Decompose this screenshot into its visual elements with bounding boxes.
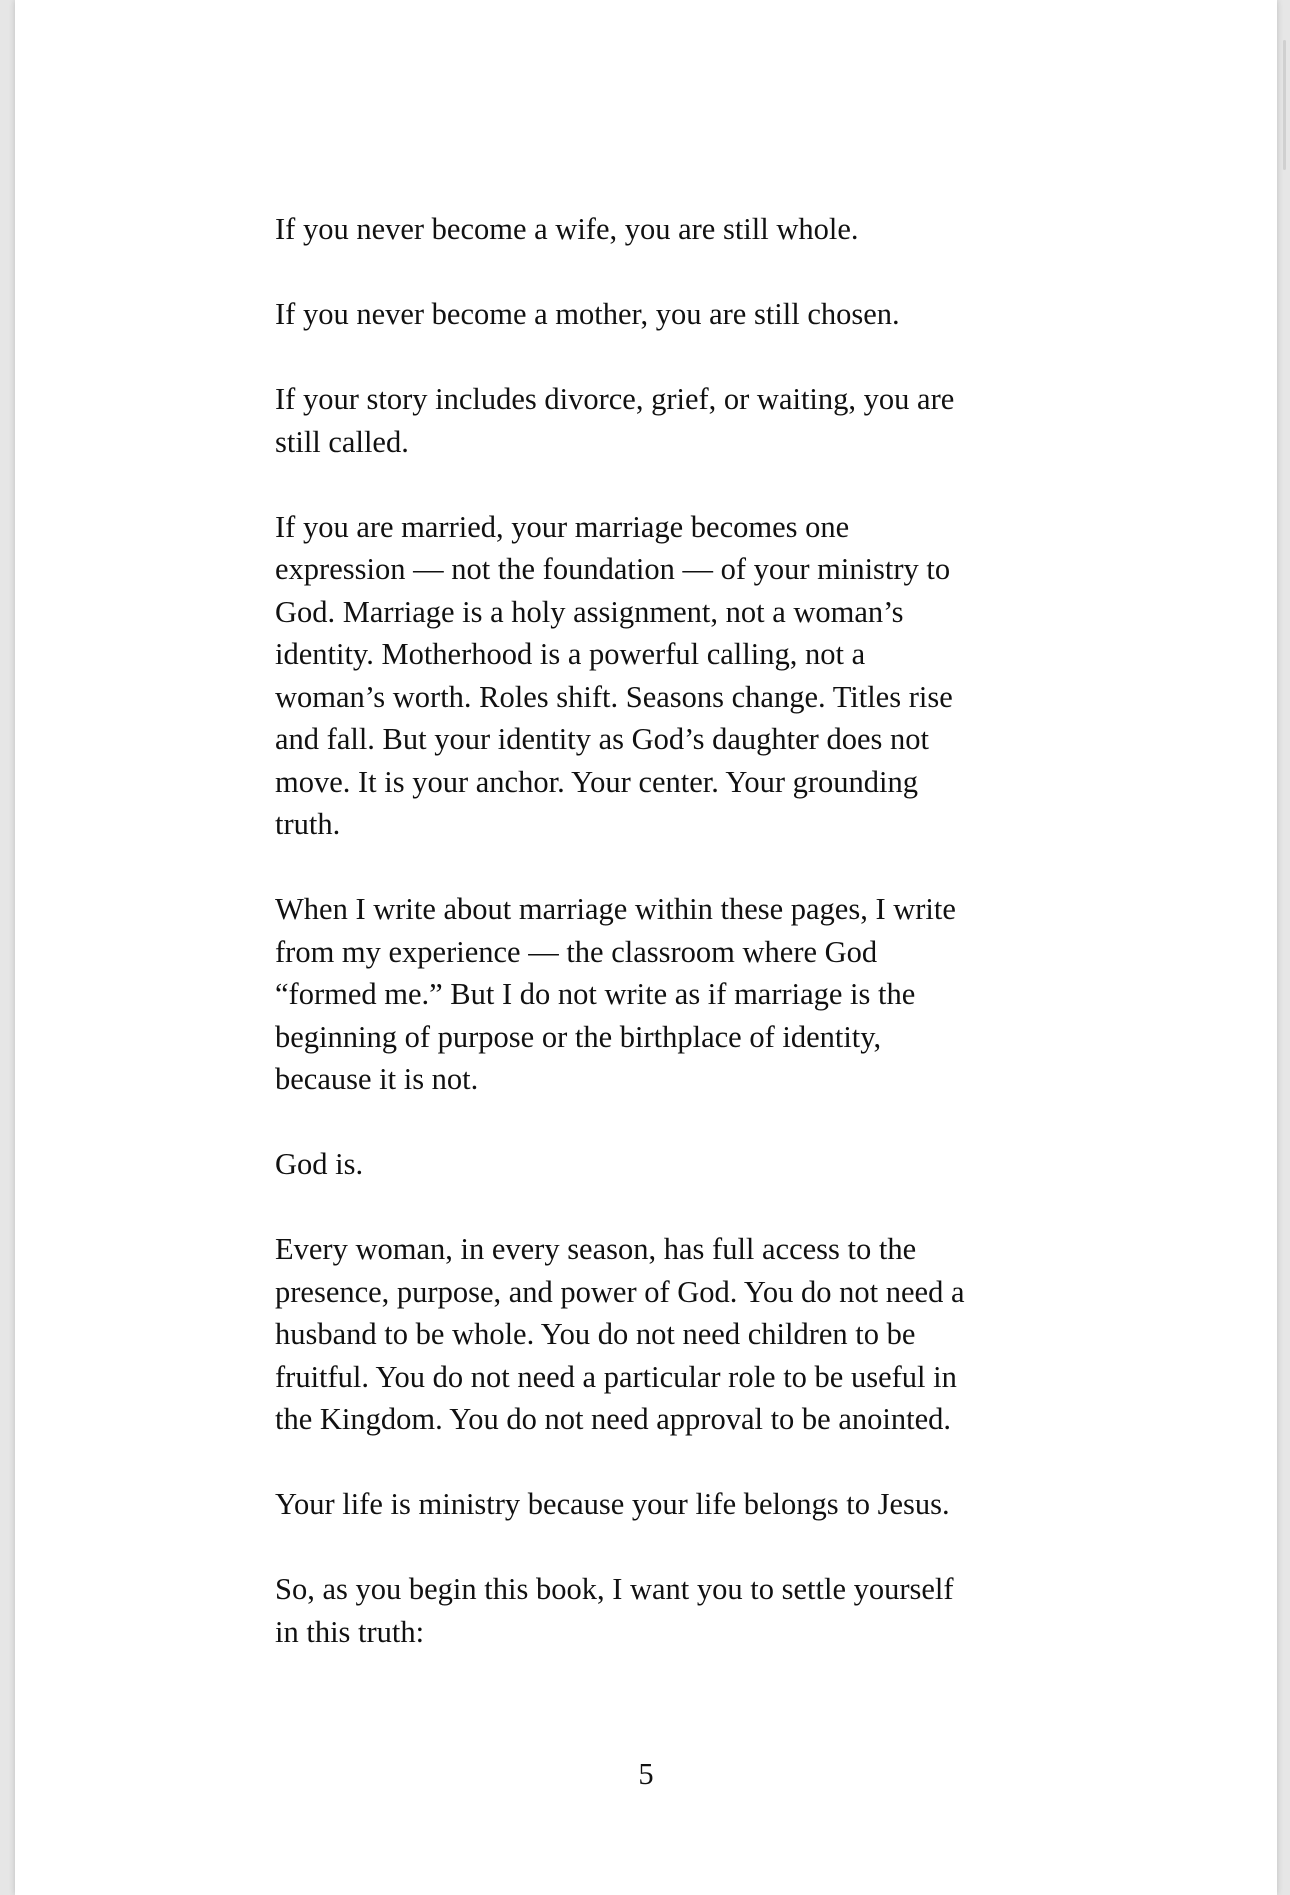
paragraph-6: God is. bbox=[275, 1147, 364, 1181]
document-page bbox=[15, 0, 1277, 1895]
page-body bbox=[275, 208, 1035, 1696]
paragraph-4: If you are married, your marriage becomes one expression — not the foundation — of your ministry to God. Marriage is a holy assignment, not a woman’s identity. Motherhood is a powerful calling, not a woman’s worth. Roles shift. Seasons change. Titles rise and fall. But your identity as God’s daughter does not move. It is your anchor. Your center. Your grounding truth. bbox=[275, 509, 953, 841]
paragraph-8: Your life is ministry because your life belongs to Jesus. bbox=[275, 1487, 950, 1521]
paragraph-9: So, as you begin this book, I want you to settle yourself in this truth: bbox=[275, 1572, 954, 1649]
paragraph-1: If you never become a wife, you are still whole. bbox=[275, 212, 859, 246]
paragraph-3: If your story includes divorce, grief, or waiting, you are still called. bbox=[275, 382, 955, 459]
paragraph-2: If you never become a mother, you are still chosen. bbox=[275, 297, 900, 331]
paragraph-5: When I write about marriage within these pages, I write from my experience — the classroom where God “formed me.” But I do not write as if marriage is the beginning of purpose or the birthplace of identity, because it is not. bbox=[275, 892, 956, 1096]
paragraph-7: Every woman, in every season, has full access to the presence, purpose, and power of God. You do not need a husband to be whole. You do not need children to be fruitful. You do not need a particular role to be useful in the Kingdom. You do not need approval to be anointed. bbox=[275, 1232, 965, 1436]
scroll-indicator[interactable] bbox=[1283, 40, 1286, 170]
page-number: 5 bbox=[638, 1757, 654, 1791]
